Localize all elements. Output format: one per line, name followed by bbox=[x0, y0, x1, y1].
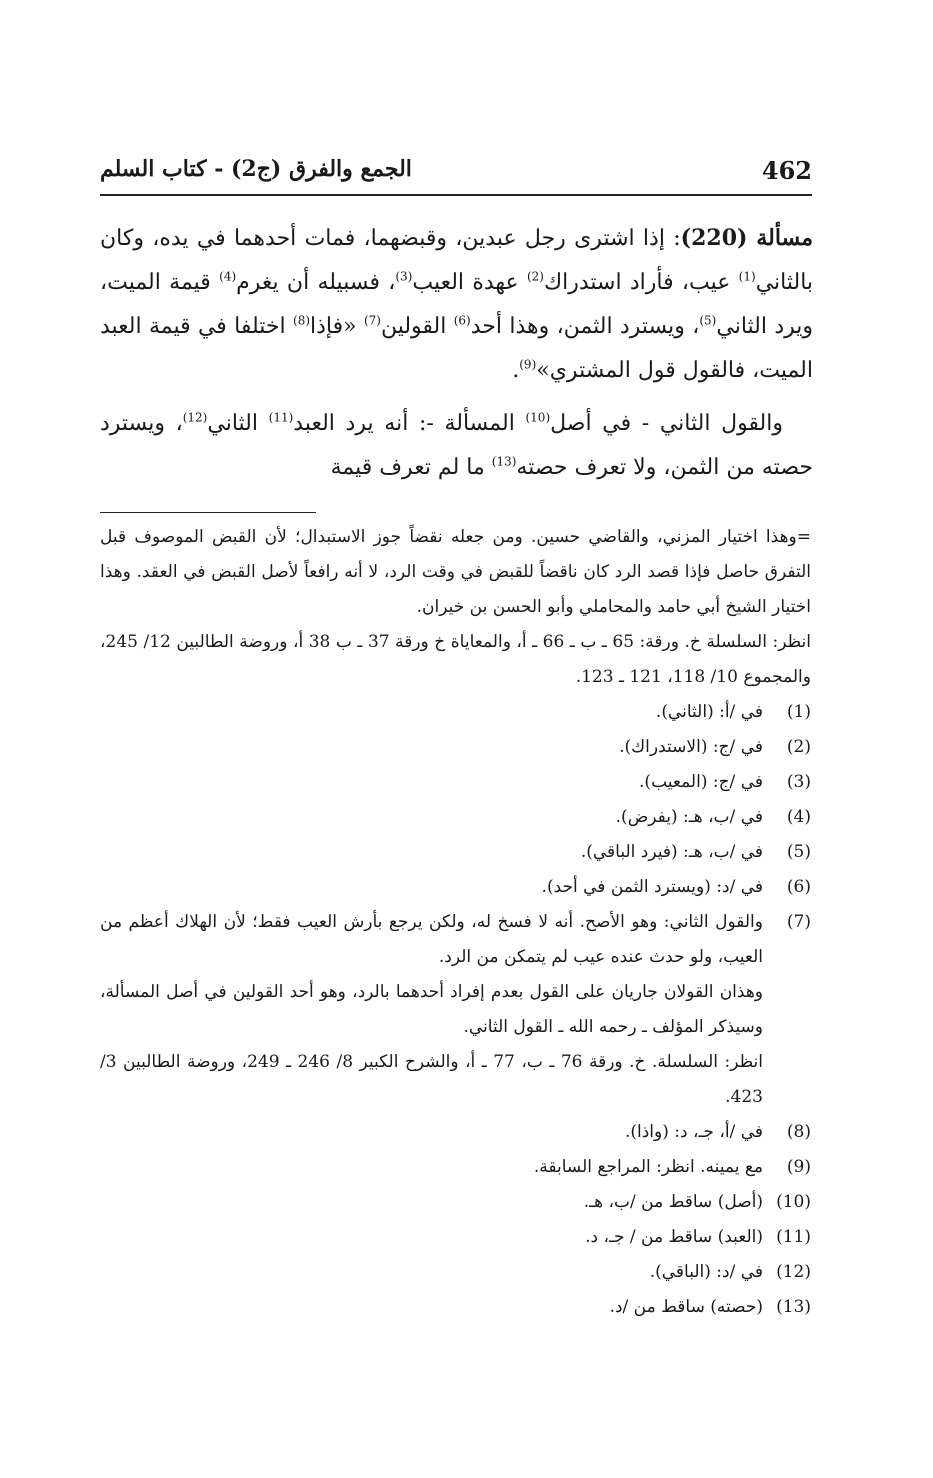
footnote-ref-10[interactable]: (10) bbox=[525, 410, 551, 425]
text-segment: عهدة العيب bbox=[412, 270, 527, 295]
footnote-text: والقول الثاني: وهو الأصح. أنه لا فسخ له، ولكن يرجع بأرش العيب فقط؛ لأن الهلاك أعظم من العيب، ولو حدث عنده عيب لم يتمكن من الرد. bbox=[100, 912, 763, 967]
footnote-number: (3) bbox=[786, 772, 811, 792]
second-opinion-paragraph bbox=[100, 402, 813, 490]
text-segment: ، ويسترد حصته من الثمن، ولا تعرف حصته bbox=[100, 411, 813, 480]
footnote-text: في /ب، هـ: (فيرد الباقي). bbox=[580, 842, 763, 862]
footnote-text: في /أ، جـ، د: (واذا). bbox=[624, 1122, 763, 1142]
page-number: 462 bbox=[761, 156, 812, 185]
footnote-number: (13) bbox=[776, 1297, 811, 1317]
text-segment: عيب، فأراد استدراك bbox=[543, 270, 739, 295]
footnote-text: (العبد) ساقط من / جـ، د. bbox=[585, 1227, 763, 1247]
footnotes-section bbox=[100, 520, 811, 1325]
footnote-separator bbox=[100, 512, 316, 513]
footnote-ref-12[interactable]: (12) bbox=[182, 410, 208, 425]
footnote-ref-2[interactable]: (2) bbox=[526, 269, 544, 284]
footnote-text: في /د: (الباقي). bbox=[649, 1262, 763, 1282]
page-header bbox=[100, 150, 812, 200]
footnote-ref-6[interactable]: (6) bbox=[453, 313, 471, 328]
text-segment: : إذا اشترى رجل عبدين، وقبضهما، فمات أحدهما في يده، وكان بالثاني bbox=[100, 226, 814, 295]
footnote-item bbox=[100, 1290, 811, 1325]
footnote-item bbox=[100, 1150, 811, 1185]
footnote-text: في /ج: (الاستدراك). bbox=[619, 737, 763, 757]
footnote-number: (9) bbox=[786, 1157, 811, 1177]
footnote-ref-7[interactable]: (7) bbox=[363, 313, 381, 328]
footnote-ref-4[interactable]: (4) bbox=[219, 269, 237, 284]
question-paragraph bbox=[100, 216, 813, 393]
footnote-number: (5) bbox=[786, 842, 811, 862]
footnote-number: (6) bbox=[786, 877, 811, 897]
text-segment: قيمة الميت، ويرد الثاني bbox=[100, 270, 814, 339]
text-segment: اختلفا في قيمة العبد الميت، فالقول قول المشتري» bbox=[100, 314, 813, 383]
footnote-number: (8) bbox=[786, 1122, 811, 1142]
header-rule bbox=[100, 194, 812, 196]
footnote-item bbox=[100, 695, 811, 730]
footnote-item bbox=[100, 870, 811, 905]
footnote-item bbox=[100, 1115, 811, 1150]
footnote-continuation: =وهذا اختيار المزني، والقاضي حسين. ومن جعله نقضاً جوز الاستبدال؛ لأن القبض الموصوف قبل التفرق حاصل فإذا قصد الرد كان ناقضاً للقبض في وقت الرد، لا أنه رافعاً لأصل القبض في العقد. وهذا اختيار الشيخ أبي حامد والمحاملي وأبو الحسن بن خيران. bbox=[100, 527, 811, 617]
footnote-ref-13[interactable]: (13) bbox=[491, 454, 517, 469]
footnote-number: (12) bbox=[776, 1262, 811, 1282]
text-segment: . bbox=[512, 358, 520, 383]
text-segment: الثاني bbox=[207, 411, 269, 436]
footnote-item bbox=[100, 730, 811, 765]
footnote-text: في /ب، هـ: (يفرض). bbox=[615, 807, 763, 827]
text-segment: ، فسبيله أن يغرم bbox=[236, 270, 396, 295]
question-label: مسألة (220) bbox=[680, 225, 813, 251]
footnote-number: (7) bbox=[786, 912, 811, 932]
footnote-ref-9[interactable]: (9) bbox=[519, 357, 537, 372]
footnote-text: مع يمينه. انظر: المراجع السابقة. bbox=[533, 1157, 763, 1177]
footnote-item bbox=[100, 1255, 811, 1290]
footnote-7-references: انظر: السلسلة. خ. ورقة 76 ـ ب، 77 ـ أ، والشرح الكبير 8/ 246 ـ 249، وروضة الطالبين 3/ 423. bbox=[100, 1052, 763, 1107]
footnote-ref-3[interactable]: (3) bbox=[395, 269, 413, 284]
text-segment: ما لم تعرف قيمة bbox=[330, 455, 492, 480]
footnote-continuation-refs: انظر: السلسلة خ. ورقة: 65 ـ ب ـ 66 ـ أ، والمعاياة خ ورقة 37 ـ ب 38 أ، وروضة الطالبين 12/ 245، والمجموع 10/ 118، 121 ـ 123. bbox=[100, 632, 811, 687]
footnote-ref-11[interactable]: (11) bbox=[268, 410, 294, 425]
footnote-text: في /د: (ويسترد الثمن في أحد). bbox=[541, 877, 763, 897]
footnote-7-continuation: وهذان القولان جاريان على القول بعدم إفراد أحدهما بالرد، وهو أحد القولين في أصل المسألة، وسيذكر المؤلف ـ رحمه الله ـ القول الثاني. bbox=[100, 982, 763, 1037]
footnote-ref-8[interactable]: (8) bbox=[293, 313, 311, 328]
footnote-list-continued bbox=[100, 1115, 811, 1325]
footnote-item bbox=[100, 905, 811, 975]
footnote-number: (4) bbox=[786, 807, 811, 827]
text-segment: المسألة -: أنه يرد العبد bbox=[293, 411, 526, 436]
footnote-number: (10) bbox=[776, 1192, 811, 1212]
footnote-text: (حصته) ساقط من /د. bbox=[609, 1297, 763, 1317]
footnote-text: في /ج: (المعيب). bbox=[639, 772, 763, 792]
footnote-ref-1[interactable]: (1) bbox=[738, 269, 756, 284]
footnote-ref-5[interactable]: (5) bbox=[699, 313, 717, 328]
footnote-list bbox=[100, 695, 811, 975]
footnote-number: (11) bbox=[776, 1227, 811, 1247]
text-segment: «فإذا bbox=[310, 314, 364, 339]
footnote-item bbox=[100, 800, 811, 835]
text-segment: والقول الثاني - في أصل bbox=[550, 411, 783, 436]
text-segment: ، ويسترد الثمن، وهذا أحد bbox=[470, 314, 700, 339]
text-segment: القولين bbox=[380, 314, 454, 339]
footnote-text: (أصل) ساقط من /ب، هـ. bbox=[583, 1192, 763, 1212]
footnote-number: (2) bbox=[786, 737, 811, 757]
footnote-item bbox=[100, 1220, 811, 1255]
footnote-number: (1) bbox=[786, 702, 811, 722]
footnote-text: في /أ: (الثاني). bbox=[655, 702, 763, 722]
running-title: الجمع والفرق (ج2) - كتاب السلم bbox=[100, 156, 412, 182]
footnote-item bbox=[100, 1185, 811, 1220]
footnote-item bbox=[100, 835, 811, 870]
footnote-item bbox=[100, 765, 811, 800]
